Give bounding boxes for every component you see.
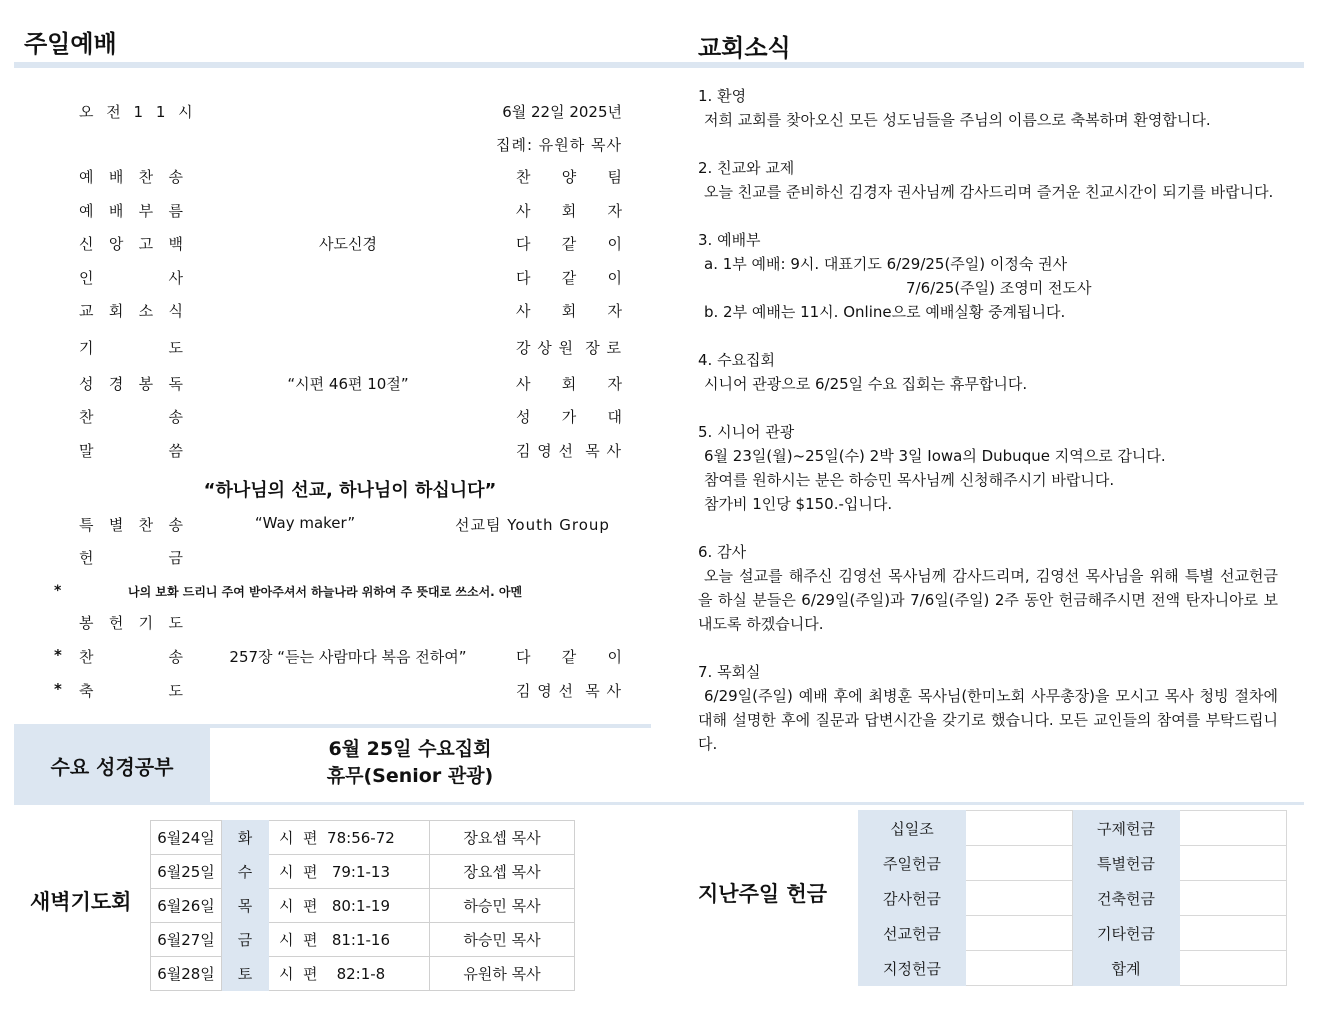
table-row: [859, 916, 1287, 951]
news-item-body: 오늘 설교를 해주신 김영선 목사님께 감사드리며, 김영선 목사님을 위해 특별 선교헌금을 하실 분들은 6/29일(주일)과 7/6일(주일) 2주 동안 헌금해주시면 전액 탄자니아로 보내도록 하겠습니다.: [698, 567, 1278, 633]
order-row: [0, 267, 640, 291]
news-item-title: 5. 시니어 관광: [698, 423, 795, 441]
news-item-body: 오늘 친교를 준비하신 김경자 권사님께 감사드리며 즐거운 친교시간이 되기를 바랍니다.: [704, 183, 1274, 201]
order-person: 강 상 원 장 로: [516, 339, 622, 357]
order-row: [0, 233, 640, 257]
order-label: 신 앙 고 백: [79, 235, 183, 253]
order-detail: “시편 46편 10절”: [287, 375, 409, 393]
order-label: 인 사: [79, 269, 183, 287]
order-detail: 사도신경: [319, 235, 377, 253]
dawn-scripture: 시 편 81:1-16: [269, 923, 430, 957]
order-person: 다 같 이: [516, 269, 622, 287]
worship-time: 오 전 1 1 시: [79, 103, 197, 121]
special-song-performer: 선교팀 Youth Group: [455, 516, 610, 534]
order-person: 찬 양 팀: [516, 168, 622, 186]
news-item-title: 3. 예배부: [698, 231, 761, 249]
order-row: [0, 337, 640, 361]
dawn-day: 화: [222, 821, 269, 855]
dawn-prayer-label: 새벽기도회: [30, 890, 132, 914]
worship-date: 6월 22일 2025년: [502, 103, 622, 121]
offering-type-label: 건축헌금: [1073, 881, 1180, 916]
order-star: *: [54, 680, 62, 698]
dawn-scripture: 시 편 80:1-19: [269, 889, 430, 923]
offering-amount: [1180, 916, 1287, 951]
offering-type-label: 십일조: [859, 811, 966, 846]
news-item-line: 참가비 1인당 $150.-입니다.: [704, 495, 893, 513]
dawn-date: 6월26일: [151, 889, 222, 923]
news-item: [698, 84, 1278, 132]
news-item-line: b. 2부 예배는 11시. Online으로 예배실황 중계됩니다.: [704, 303, 1066, 321]
order-person: 김 영 선 목 사: [516, 682, 622, 700]
worship-heading: 주일예배: [24, 30, 117, 58]
sermon-title: “하나님의 선교, 하나님이 하십니다”: [203, 480, 497, 501]
dawn-day: 토: [222, 957, 269, 991]
table-row: [859, 951, 1287, 986]
table-row: [151, 889, 575, 923]
news-item-line: a. 1부 예배: 9시. 대표기도 6/29/25(주일) 이정숙 권사: [704, 255, 1068, 273]
order-label: 예 배 부 름: [79, 202, 183, 220]
order-label: 찬 송: [79, 648, 183, 666]
footer-divider: [14, 802, 1304, 805]
order-label: 기 도: [79, 339, 183, 357]
dawn-date: 6월24일: [151, 821, 222, 855]
order-row: [0, 612, 640, 636]
dawn-leader: 장요셉 목사: [430, 855, 575, 889]
wednesday-label: 수요 성경공부: [14, 728, 210, 802]
order-label: 말 씀: [79, 442, 183, 460]
order-row: [0, 440, 640, 464]
dawn-day: 수: [222, 855, 269, 889]
offering-row: [0, 547, 640, 571]
news-item-title: 7. 목회실: [698, 663, 761, 681]
offering-type-label: 구제헌금: [1073, 811, 1180, 846]
dawn-date: 6월25일: [151, 855, 222, 889]
offering-label: 헌 금: [79, 549, 183, 567]
dawn-prayer-table: [150, 820, 575, 991]
news-item: [698, 540, 1278, 636]
order-label: 봉 헌 기 도: [79, 614, 183, 632]
order-label: 성 경 봉 독: [79, 375, 183, 393]
order-label: 찬 송: [79, 408, 183, 426]
news-item-body: 저희 교회를 찾아오신 모든 성도님들을 주님의 이름으로 축복하며 환영합니다.: [704, 111, 1211, 129]
offering-amount: [966, 846, 1073, 881]
order-person: 김 영 선 목 사: [516, 442, 622, 460]
special-song-title: “Way maker”: [254, 514, 356, 532]
offering-prayer-line: 나의 보화 드리니 주여 받아주셔서 하늘나라 위하여 주 뜻대로 쓰소서. 아멘: [128, 585, 523, 599]
wednesday-line1: 6월 25일 수요집회: [328, 738, 492, 760]
order-star: *: [54, 646, 62, 664]
table-row: [859, 811, 1287, 846]
order-person: 다 같 이: [516, 648, 622, 666]
offerings-label: 지난주일 헌금: [698, 882, 828, 906]
offering-type-label: 합계: [1073, 951, 1180, 986]
order-detail: 257장 “듣는 사람마다 복음 전하여”: [229, 648, 467, 666]
order-row: [0, 166, 640, 190]
order-person: 사 회 자: [516, 375, 622, 393]
special-song-label: 특 별 찬 송: [79, 516, 183, 534]
news-item-body: 6/29일(주일) 예배 후에 최병훈 목사님(한미노회 사무총장)을 모시고 목사 청빙 절차에 대해 설명한 후에 질문과 답변시간을 갖기로 했습니다. 모든 교인들의 참여를 부탁드립니다.: [698, 687, 1278, 753]
header-divider: [14, 62, 1304, 68]
dawn-day: 금: [222, 923, 269, 957]
offering-amount: [966, 951, 1073, 986]
news-item-line: 7/6/25(주일) 조영미 전도사: [906, 279, 1092, 297]
order-person: 사 회 자: [516, 302, 622, 320]
news-item-body: 시니어 관광으로 6/25일 수요 집회는 휴무합니다.: [704, 375, 1028, 393]
news-item-title: 1. 환영: [698, 87, 747, 105]
dawn-scripture: 시 편 82:1-8: [269, 957, 430, 991]
wednesday-notice: [210, 736, 610, 790]
dawn-leader: 장요셉 목사: [430, 821, 575, 855]
news-item-title: 6. 감사: [698, 543, 747, 561]
news-item-line: 참여를 원하시는 분은 하승민 목사님께 신청해주시기 바랍니다.: [704, 471, 1115, 489]
offering-amount: [1180, 811, 1287, 846]
dawn-leader: 하승민 목사: [430, 889, 575, 923]
offering-amount: [1180, 881, 1287, 916]
offerings-table: [858, 810, 1287, 986]
news-item: [698, 348, 1278, 396]
order-label: 교 회 소 식: [79, 302, 183, 320]
offering-type-label: 감사헌금: [859, 881, 966, 916]
dawn-date: 6월28일: [151, 957, 222, 991]
dawn-leader: 유원하 목사: [430, 957, 575, 991]
table-row: [151, 923, 575, 957]
news-heading: 교회소식: [698, 34, 791, 62]
order-person: 다 같 이: [516, 235, 622, 253]
order-row: [0, 300, 640, 324]
dawn-scripture: 시 편 78:56-72: [269, 821, 430, 855]
offering-amount: [966, 811, 1073, 846]
table-row: [859, 846, 1287, 881]
news-item: [698, 228, 1278, 324]
order-row: [0, 406, 640, 430]
table-row: [151, 855, 575, 889]
order-person: 사 회 자: [516, 202, 622, 220]
news-item: [698, 660, 1278, 756]
table-row: [151, 821, 575, 855]
offering-type-label: 선교헌금: [859, 916, 966, 951]
special-song-row: [0, 514, 640, 538]
dawn-leader: 하승민 목사: [430, 923, 575, 957]
news-item: [698, 156, 1278, 204]
wednesday-line2: 휴무(Senior 관광): [326, 765, 494, 787]
order-row: [0, 680, 640, 704]
news-item-line: 6월 23일(월)~25일(수) 2박 3일 Iowa의 Dubuque 지역으로 갑니다.: [704, 447, 1166, 465]
table-row: [151, 957, 575, 991]
order-row: [0, 200, 640, 224]
news-item-title: 4. 수요집회: [698, 351, 776, 369]
order-row: [0, 373, 640, 397]
news-item-title: 2. 친교와 교제: [698, 159, 795, 177]
offering-type-label: 지정헌금: [859, 951, 966, 986]
offering-star: *: [54, 583, 62, 599]
order-row: [0, 646, 640, 670]
dawn-date: 6월27일: [151, 923, 222, 957]
dawn-scripture: 시 편 79:1-13: [269, 855, 430, 889]
offering-amount: [966, 881, 1073, 916]
offering-type-label: 주일헌금: [859, 846, 966, 881]
worship-leader: 집례: 유원하 목사: [495, 136, 622, 154]
offering-amount: [1180, 846, 1287, 881]
order-person: 성 가 대: [516, 408, 622, 426]
offering-type-label: 기타헌금: [1073, 916, 1180, 951]
offering-amount: [1180, 951, 1287, 986]
order-label: 예 배 찬 송: [79, 168, 183, 186]
table-row: [859, 881, 1287, 916]
order-label: 축 도: [79, 682, 183, 700]
news-list: [698, 84, 1278, 780]
offering-amount: [966, 916, 1073, 951]
dawn-day: 목: [222, 889, 269, 923]
news-item: [698, 420, 1278, 516]
offering-type-label: 특별헌금: [1073, 846, 1180, 881]
